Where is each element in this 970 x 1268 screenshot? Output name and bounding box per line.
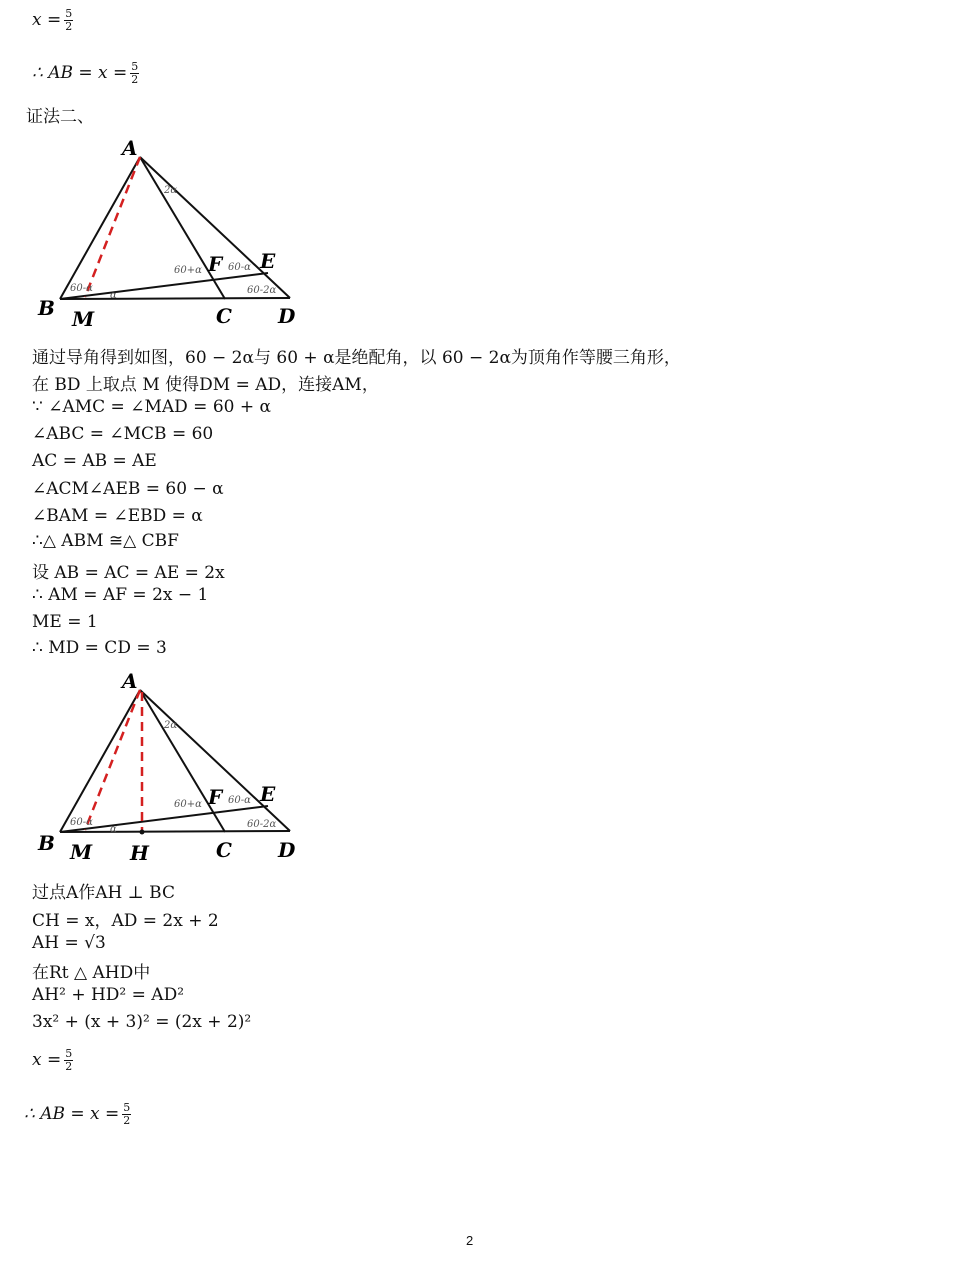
proof-line: AH² + HD² = AD² <box>32 985 185 1005</box>
proof-line: ∠BAM = ∠EBD = α <box>32 506 203 526</box>
result-ab-bottom: ∴ AB = x = $\frac{5}{2}$ <box>24 1101 131 1127</box>
proof-line: ∵ ∠AMC = ∠MAD = 60 + α <box>32 397 271 417</box>
label-c: C <box>216 838 232 862</box>
proof-line: ∴ MD = CD = 3 <box>32 638 167 658</box>
angle-60ma-b: 60-α <box>70 283 93 294</box>
page-number: 2 <box>466 1233 474 1248</box>
angle-60ma: 60-α <box>228 262 251 273</box>
proof-line: 在Rt △ AHD中 <box>32 963 151 983</box>
proof-line: ∠ACM∠AEB = 60 − α <box>32 479 224 499</box>
proof-line: 过点A作AH ⊥ BC <box>32 883 175 903</box>
proof-line: ∠ABC = ∠MCB = 60 <box>32 424 214 444</box>
label-a: A <box>122 669 138 693</box>
proof-line: ME = 1 <box>32 612 98 632</box>
proof-line: ∴△ ABM ≅△ CBF <box>32 531 179 551</box>
angle-60m2a: 60-2α <box>247 819 277 830</box>
angle-2a: 2α <box>164 720 178 731</box>
label-m: M <box>72 307 95 331</box>
proof-line: 3x² + (x + 3)² = (2x + 2)² <box>32 1012 252 1032</box>
proof-line: CH = x，AD = 2x + 2 <box>32 911 219 931</box>
fraction: $\frac{5}{2}$ <box>65 7 73 33</box>
result-x-top: x = $\frac{5}{2}$ <box>32 7 73 33</box>
label-b: B <box>38 296 55 320</box>
fraction: $\frac{5}{2}$ <box>65 1047 73 1073</box>
angle-60m2a: 60-2α <box>247 285 277 296</box>
label-d: D <box>278 304 296 328</box>
angle-60pa: 60+α <box>174 799 202 810</box>
proof-line: AC = AB = AE <box>32 451 157 471</box>
angle-2a: 2α <box>164 185 178 196</box>
fraction: $\frac{5}{2}$ <box>123 1101 131 1127</box>
label-m: M <box>70 840 93 864</box>
section-title: 证法二、 <box>26 107 94 127</box>
angle-alpha: α <box>110 290 117 301</box>
proof-line: 在 BD 上取点 M 使得DM = AD，连接AM， <box>32 375 379 395</box>
label-h: H <box>130 841 149 865</box>
label-c: C <box>216 304 232 328</box>
label-f: F <box>208 785 223 809</box>
proof-line: AH = √3 <box>32 933 106 953</box>
angle-60ma-b: 60-α <box>70 817 93 828</box>
proof-line: ∴ AM = AF = 2x − 1 <box>32 585 209 605</box>
label-e: E <box>260 782 276 806</box>
label-e: E <box>260 249 276 273</box>
label-a: A <box>122 136 138 160</box>
label-b: B <box>38 831 55 855</box>
label-f: F <box>208 252 223 276</box>
fraction: $\frac{5}{2}$ <box>131 60 139 86</box>
label-d: D <box>278 838 296 862</box>
angle-60ma: 60-α <box>228 795 251 806</box>
result-x-bottom: x = $\frac{5}{2}$ <box>32 1047 73 1073</box>
proof-line: 通过导角得到如图，60 − 2α与 60 + α是绝配角，以 60 − 2α为顶角作等腰三角形， <box>32 348 681 368</box>
angle-alpha: α <box>110 824 117 835</box>
angle-60pa: 60+α <box>174 265 202 276</box>
result-ab-top: ∴ AB = x = $\frac{5}{2}$ <box>32 60 139 86</box>
figure-1 <box>30 135 330 335</box>
proof-line: 设 AB = AC = AE = 2x <box>32 563 225 583</box>
figure-2 <box>30 668 330 868</box>
